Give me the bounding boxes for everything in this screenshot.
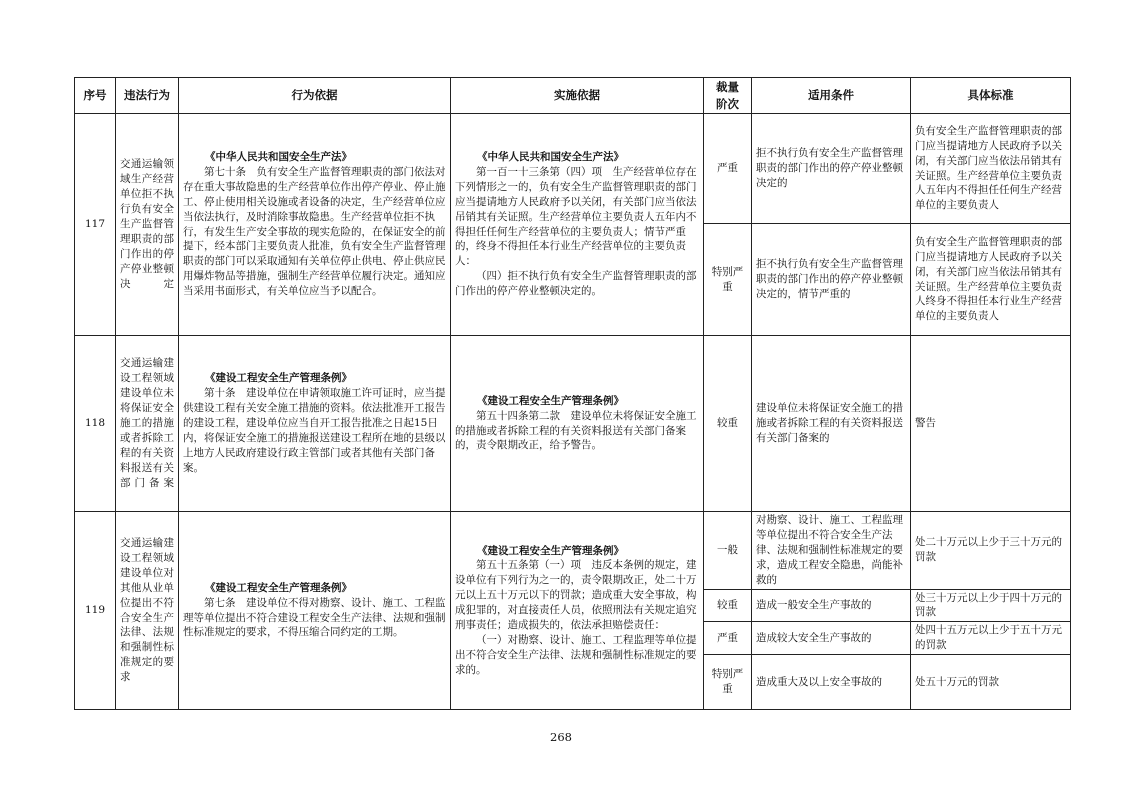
header-level: 裁量阶次 [704,78,752,114]
row-117-condition-1: 拒不执行负有安全生产监督管理职责的部门作出的停产停业整顿决定的 [752,114,911,224]
row-119-condition-2: 造成一般安全生产事故的 [752,589,911,622]
row-119-id: 119 [75,512,116,710]
row-118-basis-title: 《建设工程安全生产管理条例》 [205,372,352,385]
row-119-impl-title: 《建设工程安全生产管理条例》 [477,544,624,557]
row-119-basis-title: 《建设工程安全生产管理条例》 [205,581,352,594]
row-118-id: 118 [75,336,116,512]
row-117-basis [179,114,451,336]
penalty-table [74,77,1071,710]
header-condition: 适用条件 [752,78,911,114]
row-117-standard-1: 负有安全生产监督管理职责的部门应当提请地方人民政府予以关闭，有关部门应当依法吊销其有关证照。生产经营单位主要负责人五年内不得担任任何生产经营单位的主要负责人 [911,114,1071,224]
row-119-condition-3: 造成较大安全生产事故的 [752,622,911,655]
row-118-implementation [451,336,704,512]
page-number: 268 [550,730,572,744]
row-117-implementation [451,114,704,336]
table-row [75,336,1071,512]
row-117-basis-title: 《中华人民共和国安全生产法》 [205,150,352,163]
header-implementation: 实施依据 [451,78,704,114]
row-119-behavior: 交通运输建设工程领域建设单位对其他从业单位提出不符合安全生产法律、法规和强制性标准规定的要求 [116,512,179,710]
row-117-behavior: 交通运输领域生产经营单位拒不执行负有安全生产监督管理职责的部门作出的停产停业整顿决定 [116,114,179,336]
row-117-level-1: 严重 [704,114,752,224]
table-row [75,512,1071,590]
row-117-impl-text: 第一百一十三条第（四）项 生产经营单位存在下列情形之一的，负有安全生产监督管理职责的部门应当提请地方人民政府予以关闭，有关部门应当依法吊销其有关证照。生产经营单位主要负责人五年内不得担任任何生产经营单位的主要负责人；情节严重的，终身不得担任本行业生产经营单位的主要负责人： [455,165,697,268]
row-118-impl-title: 《建设工程安全生产管理条例》 [477,394,624,407]
row-118-impl-text: 第五十四条第二款 建设单位未将保证安全施工的措施或者拆除工程的有关资料报送有关部门备案的，责令限期改正，给予警告。 [455,409,697,452]
row-119-condition-1: 对勘察、设计、施工、工程监理等单位提出不符合安全生产法律、法规和强制性标准规定的要求，造成工程安全隐患，尚能补救的 [752,512,911,590]
row-119-standard-3: 处四十五万元以上少于五十万元的罚款 [911,622,1071,655]
row-118-standard-1: 警告 [911,336,1071,512]
row-119-impl-item: （一）对勘察、设计、施工、工程监理等单位提出不符合安全生产法律、法规和强制性标准规定的要求的。 [455,633,697,676]
row-119-impl-text: 第五十五条第（一）项 违反本条例的规定，建设单位有下列行为之一的，责令限期改正，处二十万元以上五十万元以下的罚款；造成重大安全事故，构成犯罪的，对直接责任人员，依照刑法有关规定追究刑事责任；造成损失的，依法承担赔偿责任： [455,559,697,632]
table-row [75,114,1071,224]
row-119-basis-text: 第七条 建设单位不得对勘察、设计、施工、工程监理等单位提出不符合建设工程安全生产法律、法规和强制性标准规定的要求，不得压缩合同约定的工期。 [183,596,446,639]
row-118-level-1: 较重 [704,336,752,512]
row-119-level-4: 特别严重 [704,655,752,710]
row-118-condition-1: 建设单位未将保证安全施工的措施或者拆除工程的有关资料报送有关部门备案的 [752,336,911,512]
row-118-basis [179,336,451,512]
header-standard: 具体标准 [911,78,1071,114]
row-119-implementation [451,512,704,710]
row-119-standard-2: 处三十万元以上少于四十万元的罚款 [911,589,1071,622]
header-seq: 序号 [75,78,116,114]
row-118-behavior: 交通运输建设工程领域建设单位未将保证安全施工的措施或者拆除工程的有关资料报送有关部门备案 [116,336,179,512]
row-117-standard-2: 负有安全生产监督管理职责的部门应当提请地方人民政府予以关闭，有关部门应当依法吊销其有关证照。生产经营单位主要负责人终身不得担任本行业生产经营单位的主要负责人 [911,224,1071,336]
row-119-standard-4: 处五十万元的罚款 [911,655,1071,710]
header-basis: 行为依据 [179,78,451,114]
row-117-basis-text: 第七十条 负有安全生产监督管理职责的部门依法对存在重大事故隐患的生产经营单位作出停产停业、停止施工、停止使用相关设施或者设备的决定，生产经营单位应当依法执行，及时消除事故隐患。生产经营单位拒不执行，有发生生产安全事故的现实危险的，在保证安全的前提下，经本部门主要负责人批准，负有安全生产监督管理职责的部门可以采取通知有关单位停止供电、停止供应民用爆炸物品等措施，强制生产经营单位履行决定。通知应当采用书面形式，有关单位应当予以配合。 [183,165,446,298]
row-117-id: 117 [75,114,116,336]
row-118-basis-text: 第十条 建设单位在申请领取施工许可证时，应当提供建设工程有关安全施工措施的资料。依法批准开工报告的建设工程，建设单位应当自开工报告批准之日起15日内，将保证安全施工的措施报送建设工程所在地的县级以上地方人民政府建设行政主管部门或者其他有关部门备案。 [183,387,446,474]
row-119-level-1: 一般 [704,512,752,590]
row-119-level-3: 严重 [704,622,752,655]
header-row [75,78,1071,114]
row-119-standard-1: 处二十万元以上少于三十万元的罚款 [911,512,1071,590]
row-117-impl-title: 《中华人民共和国安全生产法》 [477,150,624,163]
header-behavior: 违法行为 [116,78,179,114]
row-117-condition-2: 拒不执行负有安全生产监督管理职责的部门作出的停产停业整顿决定的，情节严重的 [752,224,911,336]
row-119-condition-4: 造成重大及以上安全事故的 [752,655,911,710]
row-117-level-2: 特别严重 [704,224,752,336]
row-119-level-2: 较重 [704,589,752,622]
row-117-impl-item: （四）拒不执行负有安全生产监督管理职责的部门作出的停产停业整顿决定的。 [455,270,697,298]
row-119-basis [179,512,451,710]
